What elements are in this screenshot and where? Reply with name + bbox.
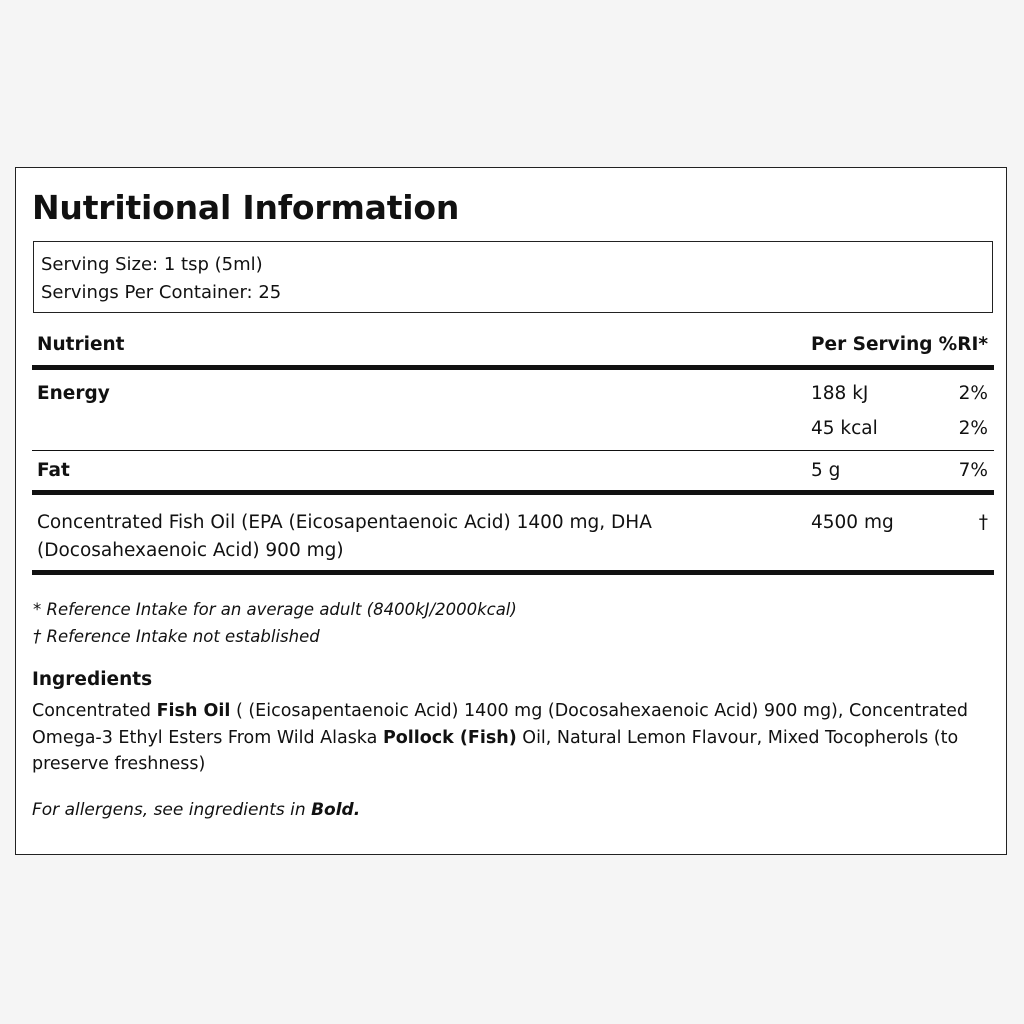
table-row-fat bbox=[32, 451, 994, 495]
ingredient-part: Concentrated bbox=[32, 701, 157, 721]
per-serving-value: 5 g bbox=[811, 460, 841, 481]
ingredient-part: Oil, Natural Lemon Flavour, Mixed Tocopherols (to preserve freshness) bbox=[32, 727, 959, 774]
nutrition-panel bbox=[15, 167, 1007, 855]
nutrient-name: Concentrated Fish Oil (EPA (Eicosapentaenoic Acid) 1400 mg, DHA (Docosahexaenoic Acid) 900 mg) bbox=[37, 512, 652, 561]
header-nutrient: Nutrient bbox=[37, 334, 125, 355]
table-row-energy-kj bbox=[32, 370, 994, 410]
servings-per-container: Servings Per Container: 25 bbox=[41, 282, 282, 303]
serving-size: Serving Size: 1 tsp (5ml) bbox=[41, 254, 263, 275]
ingredients-text bbox=[32, 698, 982, 778]
allergen-note-text: For allergens, see ingredients in bbox=[32, 800, 312, 820]
ingredient-allergen: Pollock (Fish) bbox=[382, 727, 517, 748]
header-ri: %RI* bbox=[938, 334, 988, 355]
table-header-row bbox=[32, 323, 994, 370]
ri-value: 7% bbox=[958, 460, 988, 481]
header-per-serving: Per Serving bbox=[811, 334, 933, 355]
ri-value: 2% bbox=[958, 383, 988, 404]
nutrition-table bbox=[32, 323, 994, 575]
per-serving-value: 188 kJ bbox=[811, 383, 869, 404]
table-row-fish-oil bbox=[32, 495, 994, 575]
serving-info-box bbox=[33, 241, 993, 313]
table-row-energy-kcal bbox=[32, 410, 994, 451]
nutrient-name: Fat bbox=[37, 460, 70, 481]
ingredients-heading: Ingredients bbox=[32, 669, 153, 690]
per-serving-value: 4500 mg bbox=[811, 512, 894, 533]
allergen-note bbox=[32, 796, 360, 824]
page-title: Nutritional Information bbox=[32, 188, 460, 227]
per-serving-value: 45 kcal bbox=[811, 418, 878, 439]
ingredient-part: ( (Eicosapentaenoic Acid) 1400 mg (Docosahexaenoic Acid) 900 mg), Concentrated Omega-3 Ethyl Esters From Wild Alaska bbox=[32, 701, 969, 748]
ri-value: 2% bbox=[958, 418, 988, 439]
footnotes bbox=[33, 596, 517, 650]
ri-value: † bbox=[978, 512, 988, 533]
ingredient-allergen: Fish Oil bbox=[156, 701, 231, 721]
allergen-note-emphasis: Bold. bbox=[311, 800, 361, 820]
nutrient-name: Energy bbox=[37, 383, 110, 404]
footnote-not-established: † Reference Intake not established bbox=[33, 627, 320, 646]
footnote-reference-intake: * Reference Intake for an average adult (8400kJ/2000kcal) bbox=[33, 600, 517, 619]
